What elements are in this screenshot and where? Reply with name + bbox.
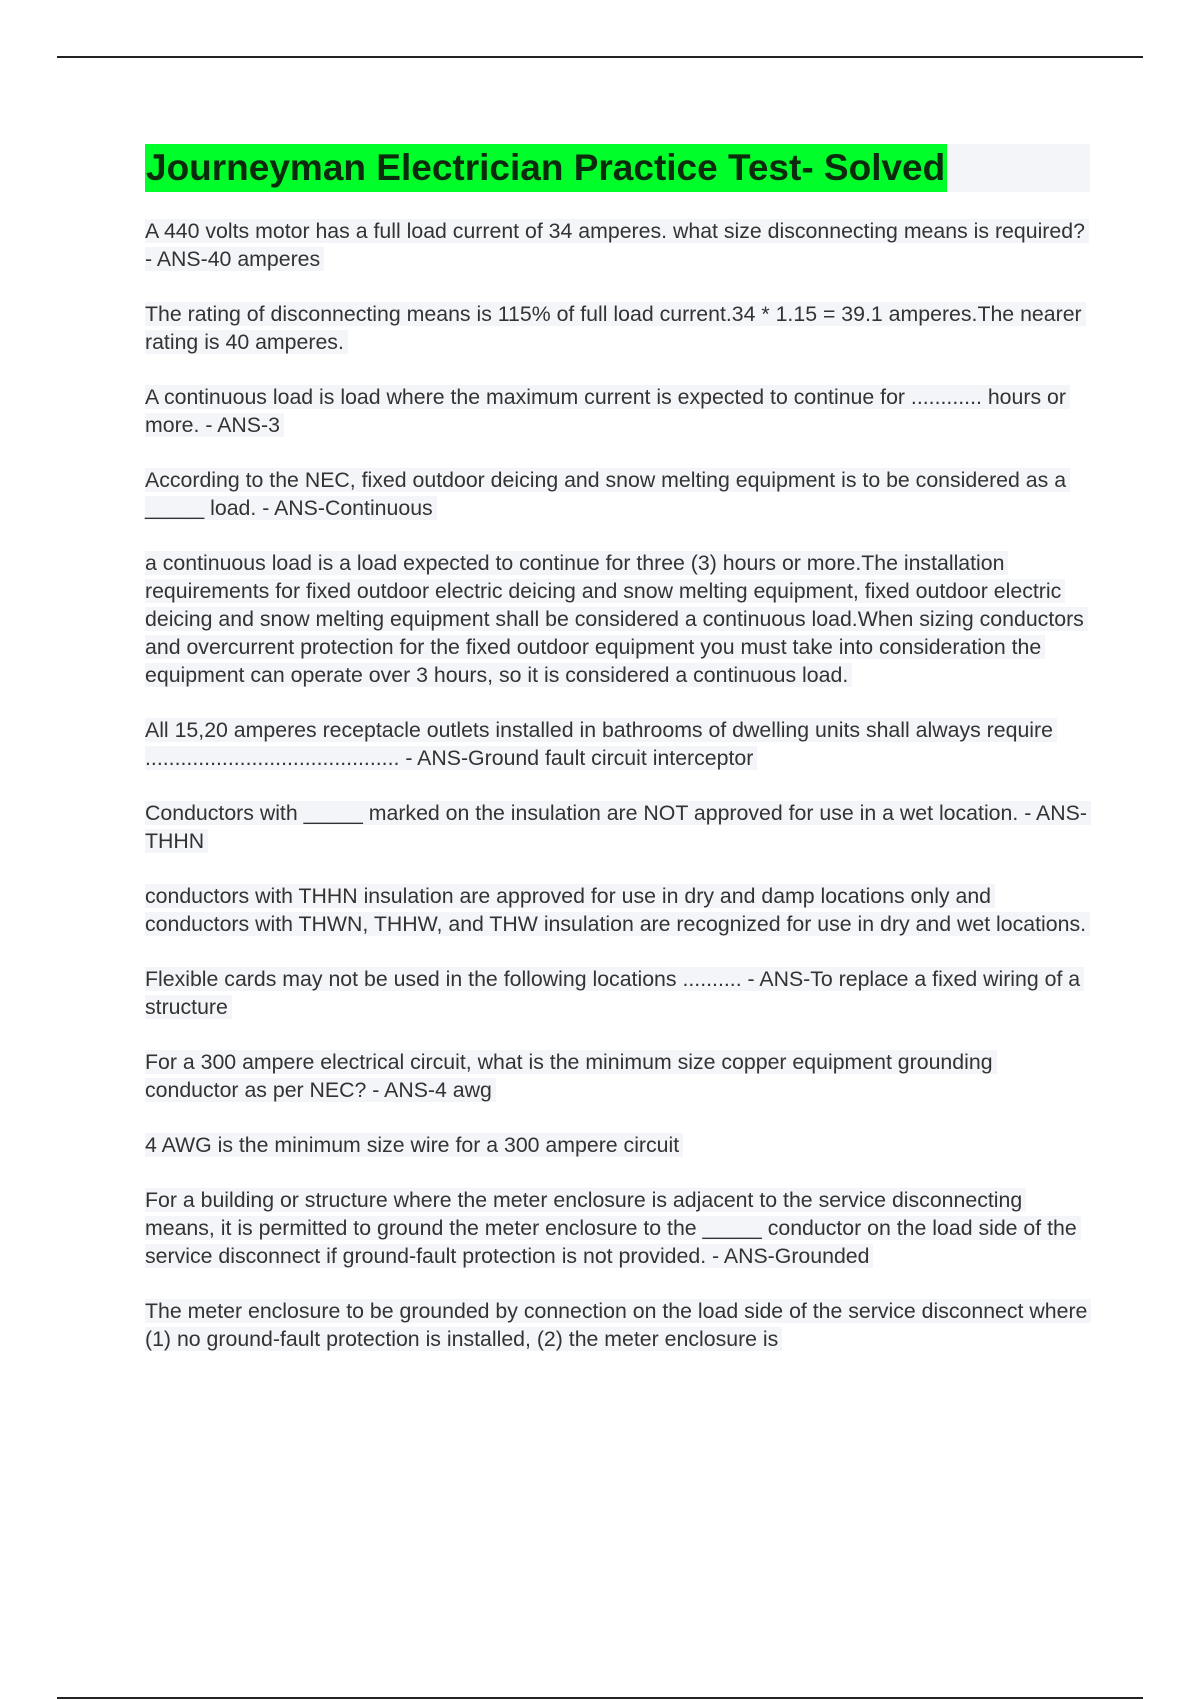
paragraph-text: A continuous load is load where the maximum current is expected to continue for ............ hours or more. - ANS-3 [145,385,1070,437]
paragraph [145,799,1090,855]
title-bar [145,144,1090,192]
paragraph-text: According to the NEC, fixed outdoor deicing and snow melting equipment is to be considered as a _____ load. - ANS-Continuous [145,468,1070,520]
paragraph [145,300,1090,356]
paragraph [145,1048,1090,1104]
paragraph [145,1131,1090,1159]
paragraph-text: Conductors with _____ marked on the insulation are NOT approved for use in a wet location. - ANS-THHN [145,801,1091,853]
paragraph [145,965,1090,1021]
paragraph [145,716,1090,772]
bottom-rule [57,1697,1143,1699]
paragraph-text: conductors with THHN insulation are approved for use in dry and damp locations only and conductors with THWN, THHW, and THW insulation are recognized for use in dry and wet locations. [145,884,1090,936]
top-rule [57,56,1143,58]
paragraph-text: 4 AWG is the minimum size wire for a 300 ampere circuit [145,1133,683,1157]
document-title: Journeyman Electrician Practice Test- Solved [145,144,947,192]
paragraph-text: Flexible cards may not be used in the following locations .......... - ANS-To replace a fixed wiring of a structure [145,967,1084,1019]
paragraph [145,1186,1090,1270]
paragraph-text: A 440 volts motor has a full load current of 34 amperes. what size disconnecting means is required? - ANS-40 amperes [145,219,1089,271]
paragraph-text: For a 300 ampere electrical circuit, what is the minimum size copper equipment grounding conductor as per NEC? - ANS-4 awg [145,1050,997,1102]
paragraph-text: a continuous load is a load expected to continue for three (3) hours or more.The installation requirements for fixed outdoor electric deicing and snow melting equipment, fixed outdoor electric deicing and snow melting equipment shall be considered a continuous load.When sizing conductors and overcurrent protection for the fixed outdoor equipment you must take into consideration the equipment can operate over 3 hours, so it is considered a continuous load. [145,551,1088,687]
document-body [145,144,1090,1380]
paragraph [145,217,1090,273]
paragraph-text: The rating of disconnecting means is 115% of full load current.34 * 1.15 = 39.1 amperes.The nearer rating is 40 amperes. [145,302,1086,354]
paragraph [145,383,1090,439]
paragraph-text: The meter enclosure to be grounded by connection on the load side of the service disconnect where (1) no ground-fault protection is installed, (2) the meter enclosure is [145,1299,1091,1351]
paragraph-text: For a building or structure where the meter enclosure is adjacent to the service disconnecting means, it is permitted to ground the meter enclosure to the _____ conductor on the load side of the service disconnect if ground-fault protection is not provided. - ANS-Grounded [145,1188,1081,1268]
paragraph [145,1297,1090,1353]
paragraph [145,466,1090,522]
paragraph-text: All 15,20 amperes receptacle outlets installed in bathrooms of dwelling units shall always require ........................................... - ANS-Ground fault circuit interceptor [145,718,1057,770]
paragraph [145,882,1090,938]
paragraph [145,549,1090,689]
